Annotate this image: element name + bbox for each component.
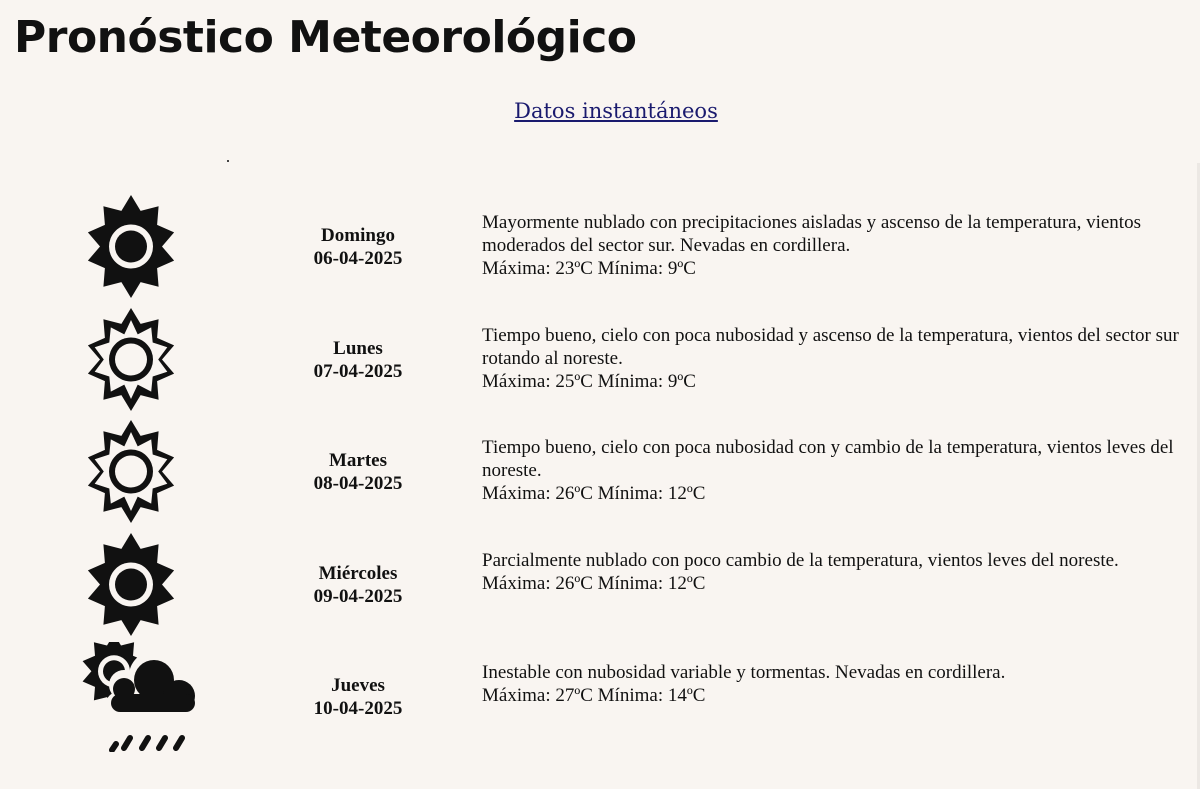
forecast-row [0, 405, 1200, 518]
day-name: Domingo [321, 225, 395, 246]
day-date: 06-04-2025 [313, 248, 403, 269]
forecast-row [0, 630, 1200, 743]
forecast-description-block [482, 436, 1182, 505]
forecast-description-block [482, 324, 1182, 393]
sun-outline-icon [66, 417, 196, 527]
day-name: Miércoles [318, 562, 398, 584]
forecast-description-block [482, 549, 1182, 595]
sun-cloud-rain-icon [66, 642, 196, 752]
forecast-description: Parcialmente nublado con poco cambio de la temperatura, vientos leves del noreste. [482, 549, 1119, 571]
day-name: Lunes [333, 337, 383, 359]
forecast-temperatures: Máxima: 27ºC Mínima: 14ºC [482, 685, 706, 706]
sun-outline-icon [66, 305, 196, 415]
day-date: 08-04-2025 [313, 473, 403, 494]
instant-data-link[interactable]: Datos instantáneos [514, 99, 718, 123]
day-block [278, 224, 438, 270]
day-name: Martes [328, 450, 388, 471]
forecast-description: Tiempo bueno, cielo con poca nubosidad y ascenso de la temperatura, vientos del sector sur rotando al noreste. [482, 324, 1179, 369]
forecast-list [0, 180, 1200, 743]
day-block [278, 562, 438, 608]
forecast-description: Inestable con nubosidad variable y tormentas. Nevadas en cordillera. [482, 662, 1006, 683]
day-block [278, 674, 438, 720]
sun-filled-icon [66, 530, 196, 640]
forecast-description-block [482, 661, 1182, 707]
forecast-temperatures: Máxima: 26ºC Mínima: 12ºC [482, 572, 706, 594]
forecast-row [0, 180, 1200, 293]
sun-filled-icon [66, 192, 196, 302]
forecast-temperatures: Máxima: 25ºC Mínima: 9ºC [482, 370, 696, 392]
forecast-description: Tiempo bueno, cielo con poca nubosidad con y cambio de la temperatura, vientos leves del noreste. [482, 437, 1174, 481]
stray-dot [227, 160, 229, 162]
page-title: Pronóstico Meteorológico [14, 12, 637, 63]
forecast-temperatures: Máxima: 23ºC Mínima: 9ºC [482, 258, 696, 279]
day-block [278, 449, 438, 495]
day-date: 09-04-2025 [313, 585, 403, 607]
forecast-row [0, 293, 1200, 406]
forecast-description-block [482, 211, 1182, 280]
forecast-description: Mayormente nublado con precipitaciones aisladas y ascenso de la temperatura, vientos moderados del sector sur. Nevadas en cordillera. [482, 212, 1141, 256]
day-block [278, 337, 438, 383]
day-name: Jueves [331, 675, 385, 696]
day-date: 10-04-2025 [313, 698, 403, 719]
forecast-row [0, 518, 1200, 631]
forecast-temperatures: Máxima: 26ºC Mínima: 12ºC [482, 483, 706, 504]
day-date: 07-04-2025 [313, 360, 403, 382]
